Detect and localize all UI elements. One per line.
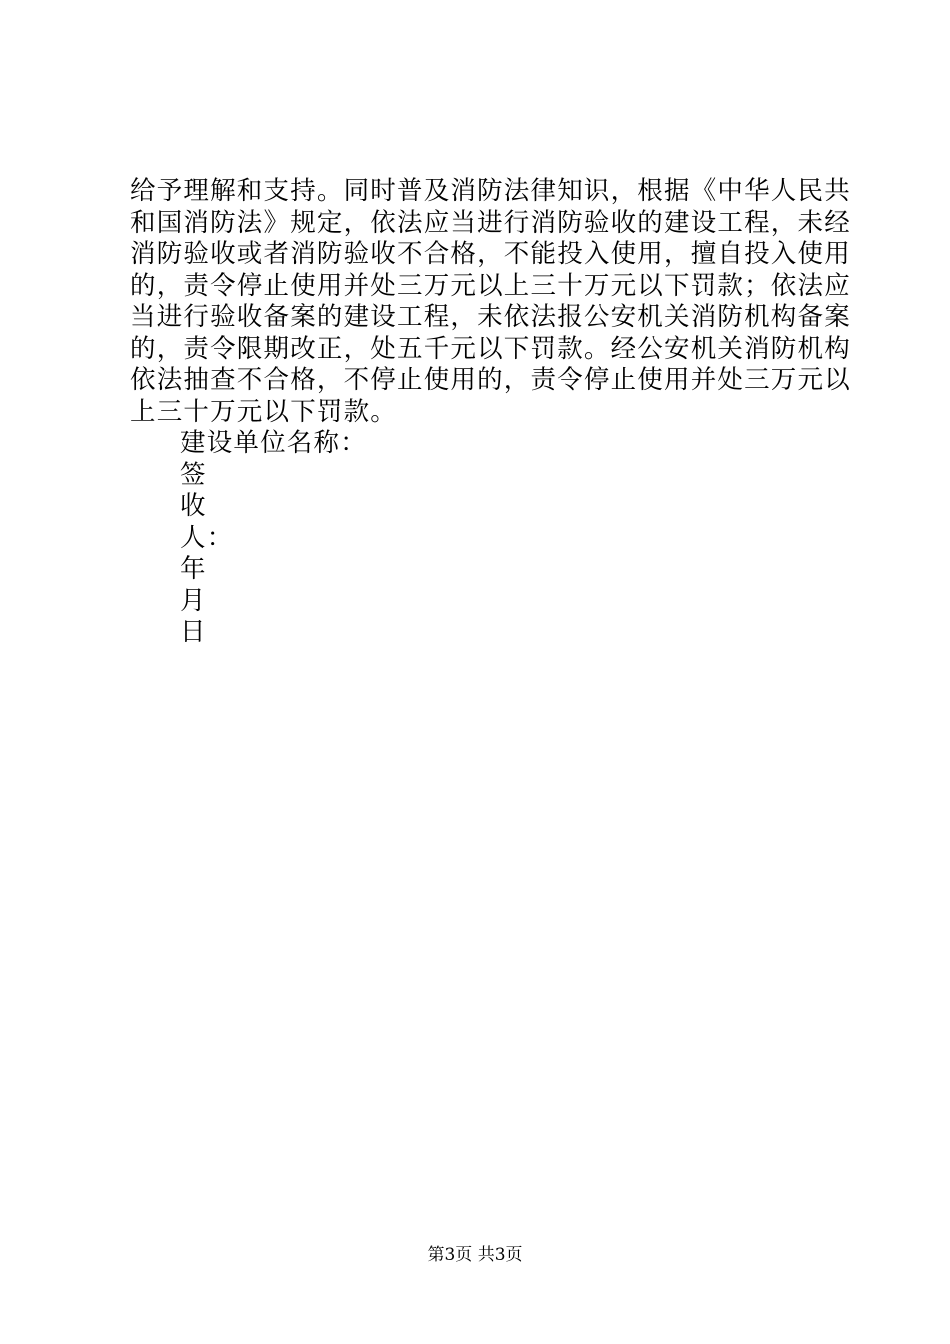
page-footer <box>0 1245 950 1265</box>
month-label: 月 <box>180 585 207 616</box>
signature-block <box>180 428 367 649</box>
paragraph-line: 上三十万元以下罚款。 <box>130 396 398 427</box>
signer-label-char: 签 <box>180 459 207 490</box>
signer-label-char: 收 <box>180 491 207 521</box>
paragraph-line: 的，责令停止使用并处三万元以上三十万元以下罚款；依法应 <box>130 270 851 301</box>
day-label: 日 <box>180 617 207 647</box>
year-label: 年 <box>180 554 207 584</box>
signer-label-char: 人： <box>180 522 234 553</box>
body-paragraph <box>130 176 851 428</box>
paragraph-line: 的，责令限期改正，处五千元以下罚款。经公安机关消防机构 <box>130 333 851 364</box>
paragraph-line: 当进行验收备案的建设工程，未依法报公安机关消防机构备案 <box>130 302 851 332</box>
paragraph-line: 和国消防法》规定，依法应当进行消防验收的建设工程，未经 <box>130 207 851 238</box>
paragraph-line: 消防验收或者消防验收不合格，不能投入使用，擅自投入使用 <box>130 239 851 269</box>
paragraph-line: 依法抽查不合格，不停止使用的，责令停止使用并处三万元以 <box>130 365 851 395</box>
paragraph-line: 给予理解和支持。同时普及消防法律知识，根据《中华人民共 <box>130 176 851 206</box>
page-number: 第3页 共3页 <box>427 1245 523 1265</box>
unit-name-label: 建设单位名称： <box>180 428 367 458</box>
